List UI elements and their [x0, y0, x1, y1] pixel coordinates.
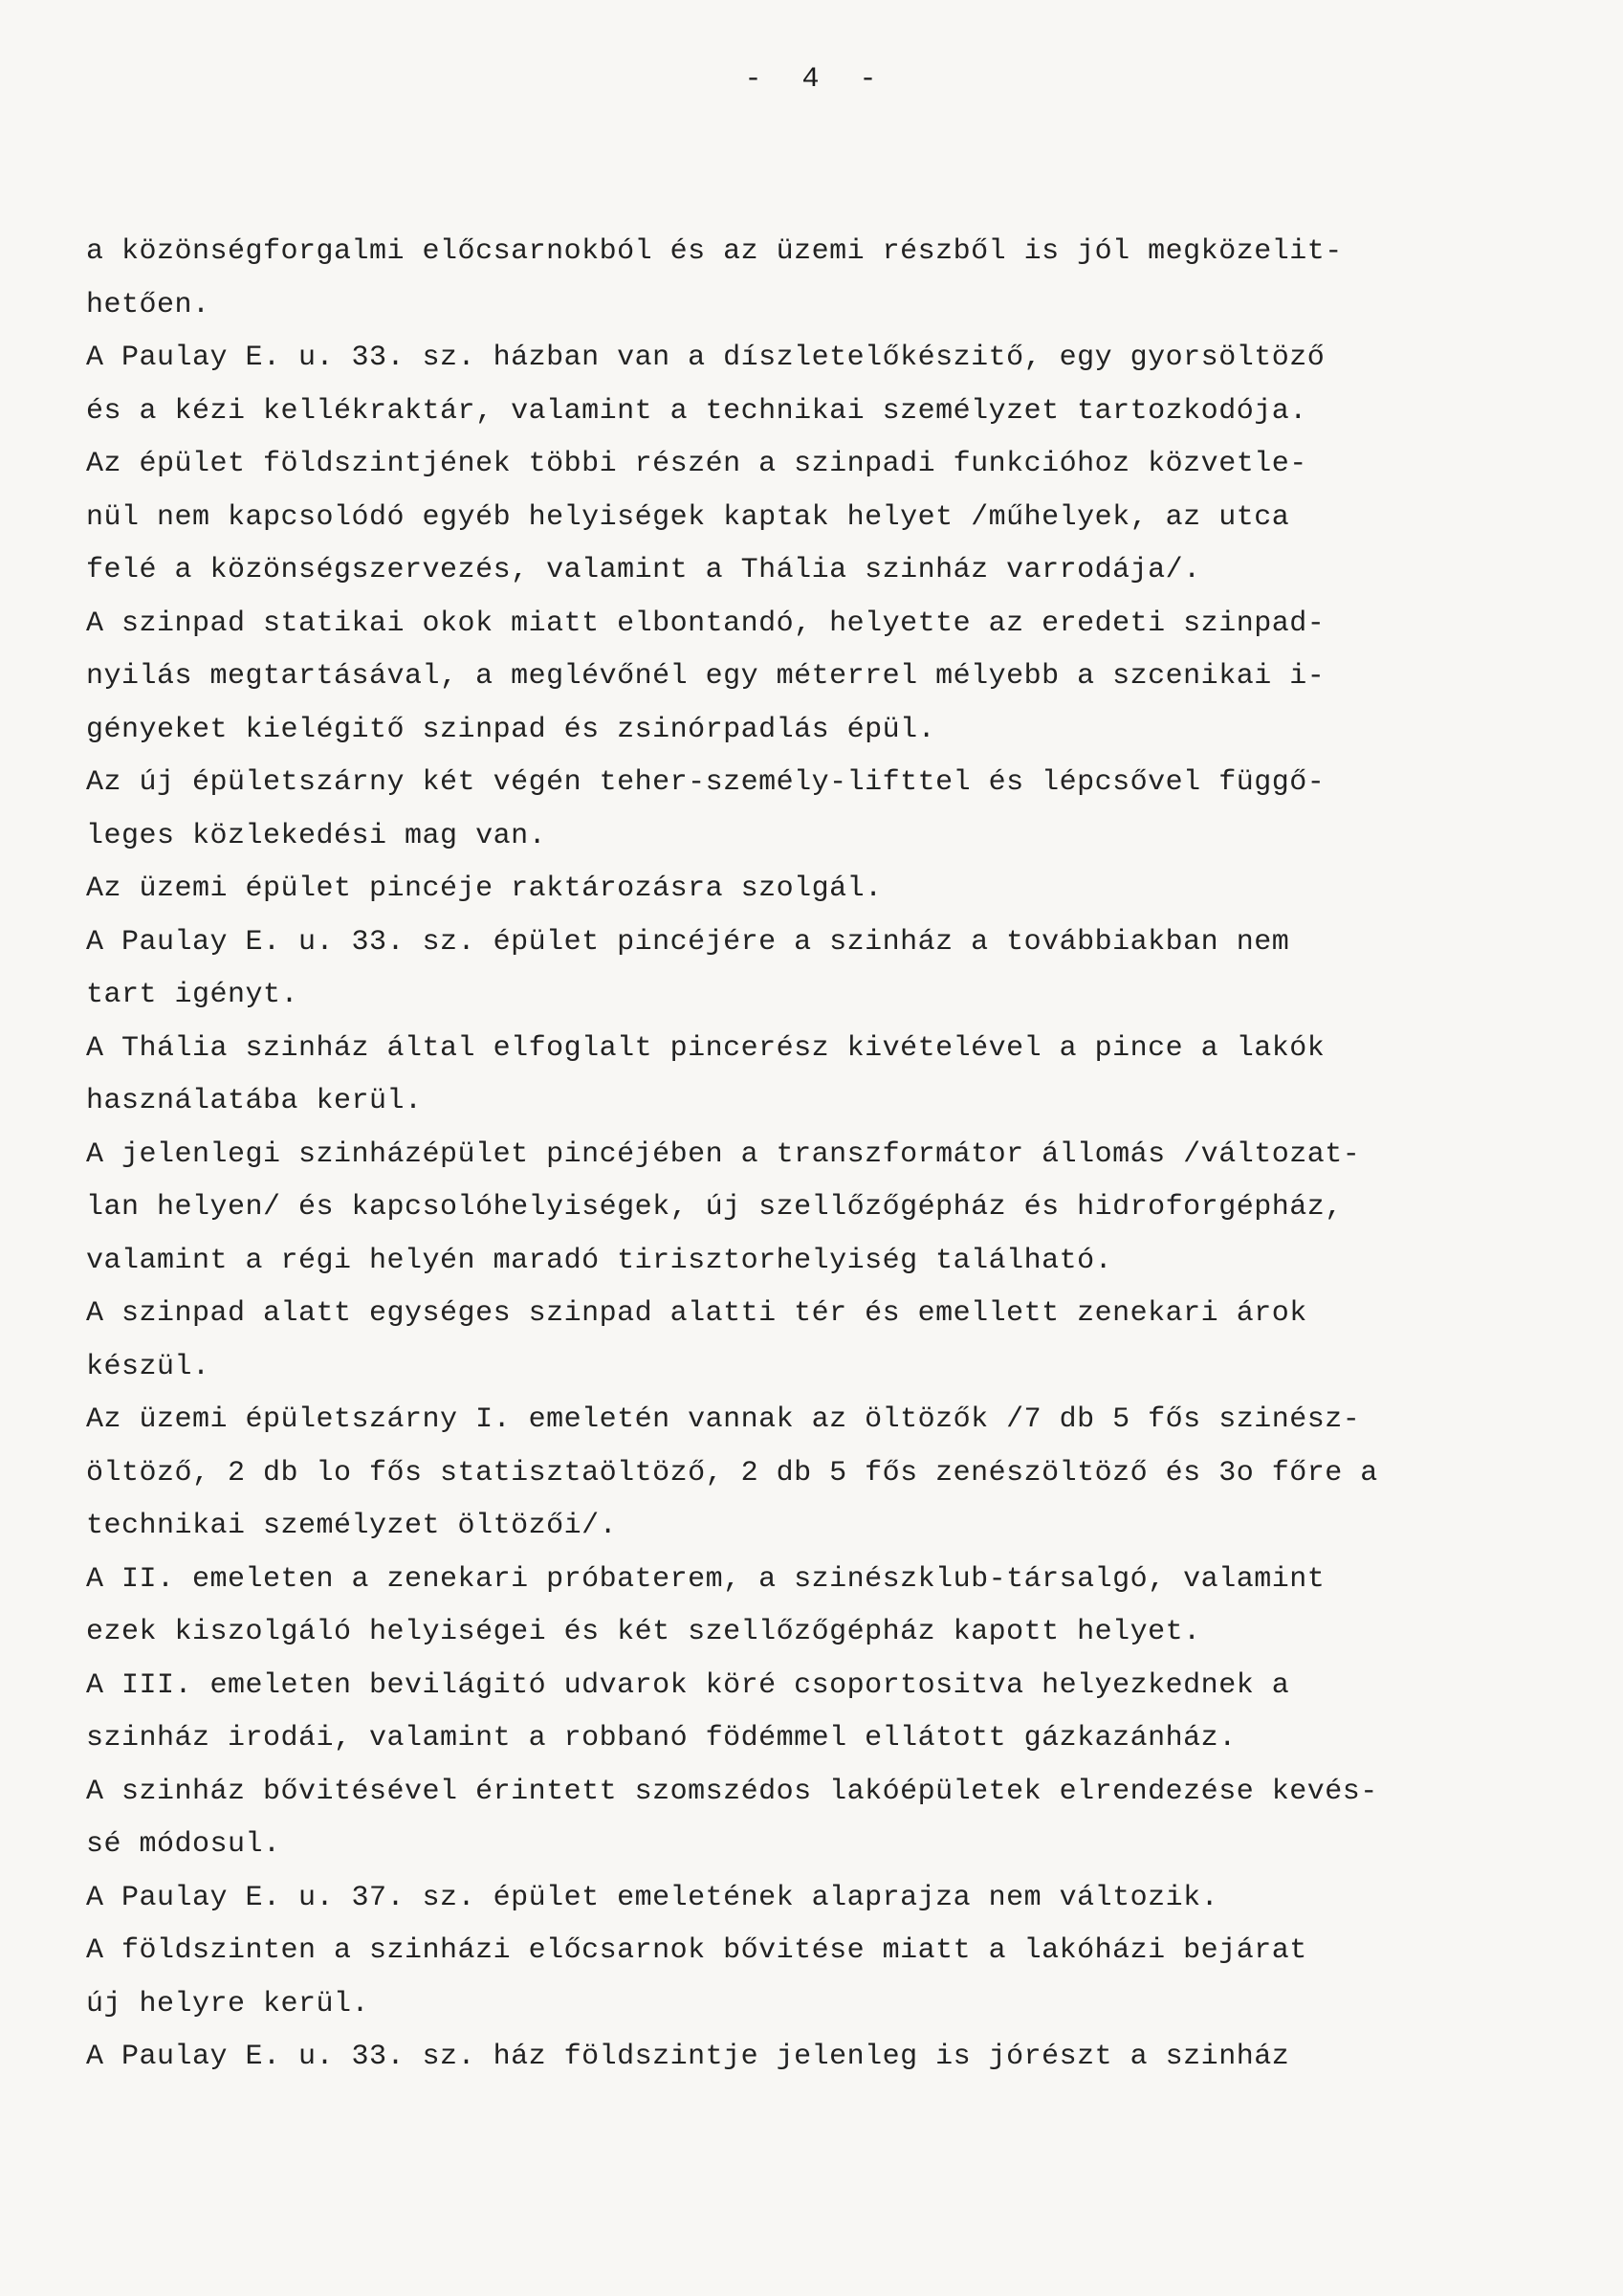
text-line: A Thália szinház által elfoglalt pincerész kivételével a pince a lakók [86, 1031, 1326, 1065]
text-line: Az üzemi épület pincéje raktározásra szolgál. [86, 872, 883, 905]
page-number: - 4 - [744, 63, 879, 96]
text-line: öltöző, 2 db lo fős statisztaöltöző, 2 db 5 fős zenészöltöző és 3o főre a [86, 1456, 1378, 1490]
document-body [86, 226, 1578, 2085]
text-line: Az új épületszárny két végén teher-személy-lifttel és lépcsővel függő- [86, 766, 1326, 799]
text-line: gényeket kielégitő szinpad és zsinórpadlás épül. [86, 713, 936, 746]
text-line: A Paulay E. u. 33. sz. házban van a díszletelőkészitő, egy gyorsöltöző [86, 342, 1326, 374]
text-line: valamint a régi helyén maradó tirisztorhelyiség található. [86, 1244, 1113, 1277]
text-line: A Paulay E. u. 33. sz. épület pincéjére a szinház a továbbiakban nem [86, 925, 1290, 959]
text-line: A II. emeleten a zenekari próbaterem, a szinészklub-társalgó, valamint [86, 1562, 1326, 1596]
text-line: A Paulay E. u. 33. sz. ház földszintje jelenleg is jórészt a szinház [86, 2041, 1290, 2073]
text-line: új helyre kerül. [86, 1987, 370, 2020]
text-line: nül nem kapcsolódó egyéb helyiségek kaptak helyet /műhelyek, az utca [86, 500, 1290, 534]
text-line: technikai személyzet öltözői/. [86, 1510, 618, 1542]
text-line: lan helyen/ és kapcsolóhelyiségek, új szellőzőgépház és hidroforgépház, [86, 1191, 1343, 1224]
text-line: nyilás megtartásával, a meglévőnél egy méterrel mélyebb a szcenikai i- [86, 660, 1326, 693]
text-line: Az üzemi épületszárny I. emeletén vannak az öltözők /7 db 5 fős szinész- [86, 1403, 1361, 1436]
text-line: szinház irodái, valamint a robbanó födémmel ellátott gázkazánház. [86, 1722, 1237, 1755]
text-line: A III. emeleten bevilágitó udvarok köré csoportositva helyezkednek a [86, 1668, 1290, 1702]
text-line: hetően. [86, 288, 210, 321]
text-line: A szinpad statikai okok miatt elbontandó, helyette az eredeti szinpad- [86, 607, 1326, 640]
text-line: felé a közönségszervezés, valamint a Thália szinház varrodája/. [86, 554, 1201, 586]
text-line: és a kézi kellékraktár, valamint a technikai személyzet tartozkodója. [86, 394, 1307, 428]
text-line: Az épület földszintjének többi részén a szinpadi funkcióhoz közvetle- [86, 448, 1307, 480]
text-line: tart igényt. [86, 979, 299, 1011]
text-line: A szinház bővitésével érintett szomszédos lakóépületek elrendezése kevés- [86, 1775, 1378, 1808]
text-line: készül. [86, 1350, 210, 1383]
text-line: A Paulay E. u. 37. sz. épület emeletének alaprajza nem változik. [86, 1881, 1219, 1914]
text-line: A szinpad alatt egységes szinpad alatti tér és emellett zenekari árok [86, 1297, 1307, 1330]
text-line: a közönségforgalmi előcsarnokból és az üzemi részből is jól megközelit- [86, 235, 1343, 268]
text-line: sé módosul. [86, 1828, 281, 1861]
text-line: A jelenlegi szinházépület pincéjében a transzformátor állomás /változat- [86, 1137, 1361, 1171]
text-line: ezek kiszolgáló helyiségei és két szellőzőgépház kapott helyet. [86, 1616, 1201, 1648]
text-line: leges közlekedési mag van. [86, 819, 547, 852]
text-line: használatába kerül. [86, 1085, 423, 1117]
text-line: A földszinten a szinházi előcsarnok bővitése miatt a lakóházi bejárat [86, 1934, 1307, 1967]
